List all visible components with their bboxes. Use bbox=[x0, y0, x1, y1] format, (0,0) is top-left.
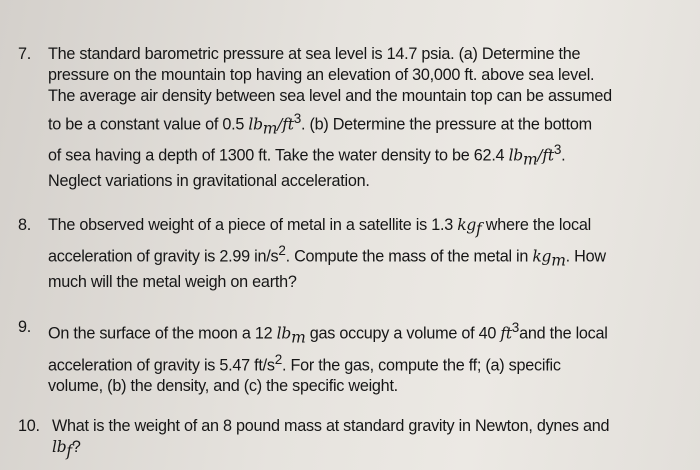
problem-9 bbox=[18, 317, 686, 398]
problem-text bbox=[48, 317, 686, 398]
text-line: The standard barometric pressure at sea level is 14.7 psia. (a) Determine the bbox=[48, 45, 581, 63]
problem-8 bbox=[18, 215, 686, 293]
problem-number: 8. bbox=[18, 216, 32, 234]
text-line: to be a constant value of 0.5 $lb_m/ft^3$. (b) Determine the pressure at the bottom bbox=[48, 110, 592, 138]
unit-lb: lb bbox=[508, 146, 523, 165]
unit-lb: lb bbox=[248, 115, 263, 133]
text-line: pressure on the mountain top having an elevation of 30,000 ft. above sea level. bbox=[48, 66, 595, 85]
unit-lb: lb bbox=[52, 438, 67, 457]
problem-number: 7. bbox=[18, 45, 32, 63]
problem-number: 9. bbox=[18, 318, 32, 336]
problem-number: 10. bbox=[18, 417, 40, 435]
text-line: What is the weight of an 8 pound mass at standard gravity in Newton, dynes and bbox=[52, 417, 610, 435]
problem-text bbox=[48, 215, 686, 293]
text-line: The average air density between sea level and the mountain top can be assumed bbox=[48, 87, 612, 106]
unit-lb: lb bbox=[276, 324, 292, 343]
text-line: volume, (b) the density, and (c) the specific weight. bbox=[48, 377, 398, 396]
text-line: The observed weight of a piece of metal in a satellite is 1.3 $kg_f$ where the local bbox=[48, 216, 591, 239]
problem-text bbox=[48, 44, 686, 192]
text-line: much will the metal weigh on earth? bbox=[48, 273, 297, 292]
text-line: On the surface of the moon a 12 $lb_m$ gas occupy a volume of 40 $ft^3and$ the local bbox=[48, 320, 608, 347]
text-line: $lb_f$? bbox=[52, 438, 81, 461]
problem-10 bbox=[18, 416, 686, 463]
unit-kg: kg bbox=[532, 247, 552, 266]
text-line: acceleration of gravity is 5.47 $ft/s^2$. For the gas, compute the ff; (a) specific bbox=[48, 351, 561, 375]
problem-text bbox=[52, 416, 686, 463]
problem-7 bbox=[18, 44, 686, 192]
unit-ft: ft bbox=[500, 324, 512, 343]
text-line: of sea having a depth of 1300 ft. Take the water density to be 62.4 $lb_m/ft^3$. bbox=[48, 142, 566, 170]
text-line: acceleration of gravity is 2.99 $in/s^2$. Compute the mass of the metal in $kg_m$. How bbox=[48, 243, 606, 271]
text-line: Neglect variations in gravitational acceleration. bbox=[48, 172, 370, 191]
unit-kg: kg bbox=[457, 216, 477, 234]
